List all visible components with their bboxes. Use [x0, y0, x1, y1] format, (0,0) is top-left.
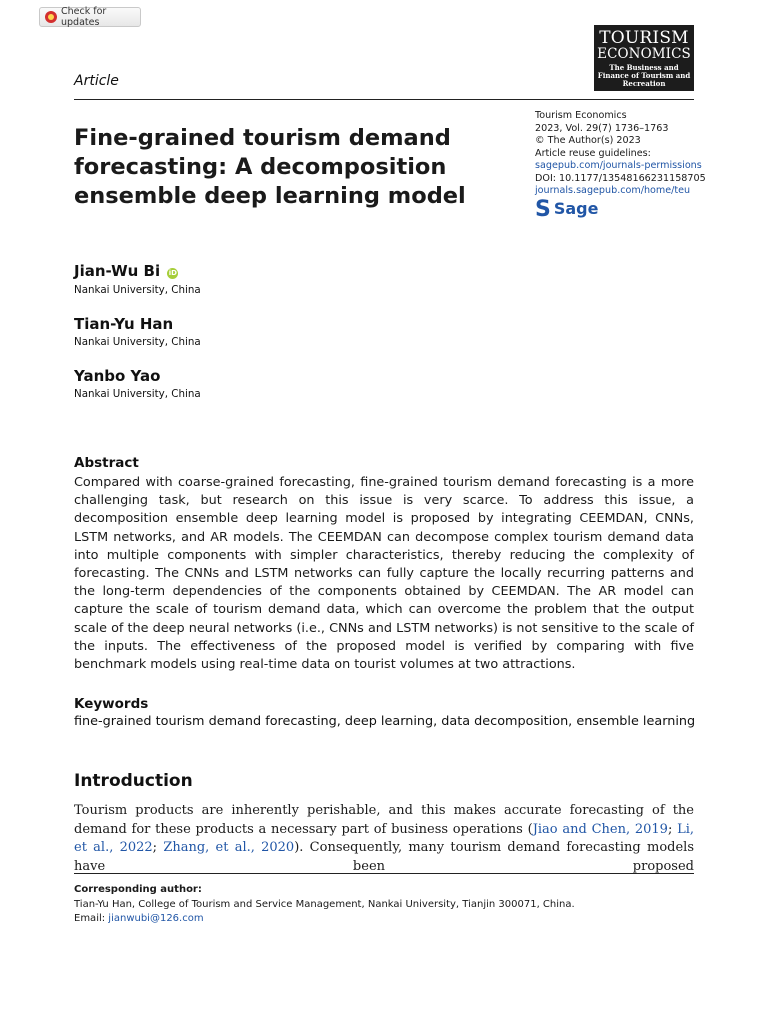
citation-link[interactable]: Li, et al., 2022 [74, 821, 695, 855]
volume-info: 2023, Vol. 29(7) 1736–1763 [535, 122, 669, 134]
author-affiliation: Nankai University, China [74, 284, 201, 296]
journal-link[interactable]: journals.sagepub.com/home/teu [535, 185, 691, 196]
author-name [74, 262, 178, 280]
author-name: Yanbo Yao [74, 367, 161, 385]
article-type: Article [74, 73, 119, 89]
journal-logo [594, 25, 694, 91]
citation-link[interactable]: Zhang, et al., 2020 [163, 840, 295, 855]
citation-separator: ; [667, 821, 678, 837]
author-name: Tian-Yu Han [74, 315, 174, 333]
sage-s-icon: S [535, 196, 551, 222]
keywords-heading: Keywords [74, 696, 149, 712]
crossmark-icon [45, 11, 57, 23]
publisher-logo [535, 196, 715, 222]
journal-logo-line1: TOURISM [599, 28, 689, 48]
abstract-text: Compared with coarse-grained forecasting, fine-grained tourism demand forecasting is a more challenging task, but research on this issue is very scarce. To address this issue, a decomposition ensemble deep learning model is proposed by integrating CEEMDAN, CNNs, LSTM networks, and AR models. The CEEMDAN can decompose complex tourism demand data into multiple components with simpler characteristics, thereby reducing the complexity of forecasting. The CNNs and LSTM networks can fully capture the locally recurring patterns and the long-term dependencies of the components obtained by CEEMDAN. The AR model can capture the scale of tourism demand data, which can overcome the problem that the output scale of the deep neural networks (i.e., CNNs and LSTM networks) is not sensitive to the scale of the inputs. The effectiveness of the proposed model is verified by comparing with five benchmark models using real-time data on tourist volumes at two attractions. [74, 475, 694, 673]
orcid-icon[interactable]: iD [168, 269, 177, 277]
intro-text-part: Tourism products are inherently perishable, and this makes accurate forecasting of the demand for these products a necessary part of business operations ( [74, 803, 694, 837]
journal-logo-tagline: The Business and Finance of Tourism and Recreation [597, 63, 691, 88]
author-affiliation: Nankai University, China [74, 336, 201, 348]
corresponding-author-footnote [74, 883, 694, 927]
journal-logo-line2: ECONOMICS [597, 46, 691, 62]
publisher-name: Sage [553, 199, 599, 219]
top-divider [74, 99, 694, 100]
publication-meta [535, 110, 715, 220]
citation-separator: ; [152, 840, 164, 855]
abstract-heading: Abstract [74, 455, 139, 471]
footnote-address: Tian-Yu Han, College of Tourism and Service Management, Nankai University, Tianjin 300071, China. [74, 898, 575, 910]
author-affiliation: Nankai University, China [74, 388, 201, 400]
footnote-heading: Corresponding author: [74, 884, 202, 895]
email-label: Email: [74, 913, 109, 924]
paper-title: Fine-grained tourism demand forecasting: A decomposition ensemble deep learning model [74, 125, 466, 209]
footnote-divider [74, 873, 694, 874]
journal-name: Tourism Economics [535, 110, 627, 121]
check-updates-label: Check for updates [61, 6, 107, 28]
doi: DOI: 10.1177/13548166231158705 [535, 172, 706, 184]
email-link[interactable]: jianwubi@126.com [108, 913, 204, 924]
introduction-text [74, 802, 694, 876]
reuse-guidelines: Article reuse guidelines: [535, 147, 651, 159]
permissions-link[interactable]: sagepub.com/journals-permissions [535, 160, 702, 171]
introduction-heading: Introduction [74, 771, 193, 791]
intro-text-part: ). Consequently, many tourism demand forecasting models have been proposed [74, 840, 694, 874]
footnote-email-line [74, 912, 694, 927]
check-for-updates-button[interactable] [39, 7, 141, 27]
author-name-text: Jian-Wu Bi [74, 262, 161, 280]
copyright: © The Author(s) 2023 [535, 135, 641, 146]
keywords-text: fine-grained tourism demand forecasting, deep learning, data decomposition, ensemble learning [74, 714, 696, 729]
citation-link[interactable]: Jiao and Chen, 2019 [532, 821, 668, 837]
